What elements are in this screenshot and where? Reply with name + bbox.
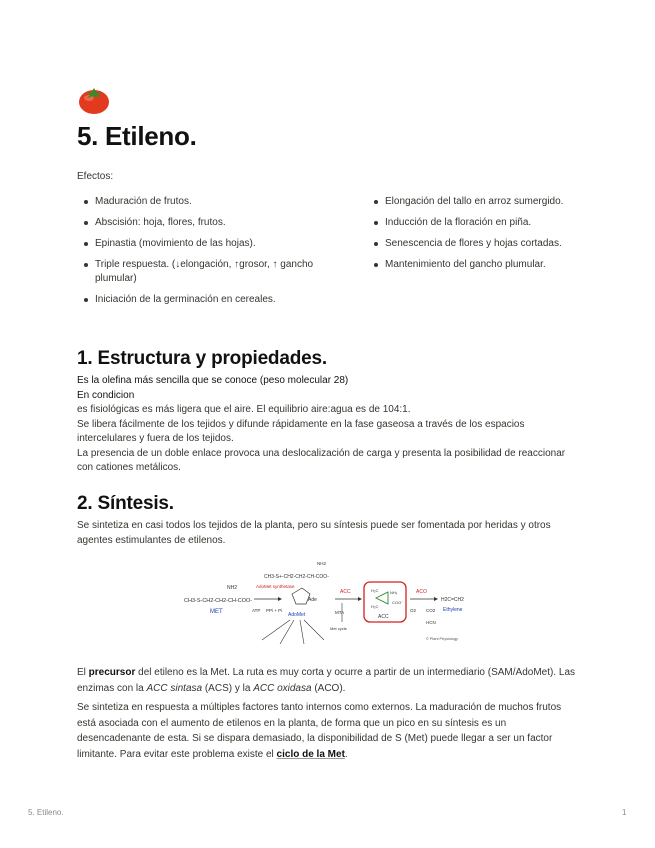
estructura-text [77, 374, 577, 476]
list-item: Abscisión: hoja, flores, frutos. [78, 216, 348, 230]
estructura-line: es fisiológicas es más ligera que el aire. El equilibrio aire:agua es de 104:1. [77, 404, 411, 415]
keyword-precursor: precursor [88, 667, 136, 678]
diagram-footnote: © Plant Physiology [426, 637, 458, 641]
ade-label: Ade [308, 597, 317, 603]
paragraph-precursor [77, 665, 582, 696]
list-item: Senescencia de flores y hojas cortadas. [368, 237, 598, 251]
text-segment: (ACS) y la [202, 682, 254, 694]
effects-label: Efectos: [77, 171, 114, 182]
sintesis-intro: Se sintetiza en casi todos los tejidos de la planta, pero su síntesis puede ser fomentada por heridas y otros agentes estimulantes de etilenos. [77, 520, 551, 546]
enzyme-adomet-synthetase: AdoMet synthetase [256, 584, 295, 589]
met-label: MET [210, 609, 223, 615]
nh2-label: NH2 [227, 585, 238, 591]
footer-title: 5. Etileno. [28, 808, 64, 817]
section-heading-estructura: 1. Estructura y propiedades. [77, 348, 327, 369]
page-number: 1 [622, 808, 627, 817]
list-item: Epinastia (movimiento de las hojas). [78, 237, 348, 251]
ethylene-biosynthesis-diagram [180, 556, 475, 652]
effects-list-left [78, 195, 348, 314]
list-item: Inducción de la floración en piña. [368, 216, 598, 230]
estructura-line: Es la olefina más sencilla que se conoce (peso molecular 28) [77, 375, 349, 386]
atp-label: ATP [252, 608, 261, 613]
acc-label: ACC [378, 614, 389, 620]
list-item: Elongación del tallo en arroz sumergido. [368, 195, 598, 209]
section-heading-sintesis: 2. Síntesis. [77, 493, 174, 514]
ppi-label: PPi + Pi [266, 608, 283, 613]
met-formula: CH3-S-CH2-CH2-CH-COO- [184, 598, 253, 604]
list-item: Mantenimiento del gancho plumular. [368, 258, 598, 272]
list-item: Maduración de frutos. [78, 195, 348, 209]
list-item: Iniciación de la germinación en cereales. [78, 293, 348, 307]
svg-text:H₂C: H₂C [371, 588, 379, 593]
nh2-label-2: NH2 [317, 561, 327, 566]
estructura-line: Se libera fácilmente de los tejidos y difunde rápidamente en la fase gaseosa a través de los espacios intercelulares y fuera de los tejidos. [77, 418, 525, 444]
estructura-line: La presencia de un doble enlace provoca una deslocalización de carga y presenta la posibilidad de reaccionar con cationes metálicos. [77, 447, 566, 473]
o2-label: O2 [410, 608, 417, 613]
co2-label: CO2 [426, 608, 436, 613]
effects-list-right [368, 195, 598, 279]
page-title: 5. Etileno. [77, 121, 197, 151]
ethylene-label: Ethylene [443, 607, 463, 613]
hcn-label: HCN [426, 620, 436, 625]
acs-label: ACC [340, 589, 351, 595]
keyword-acc-sintasa: ACC sintasa [146, 682, 203, 694]
adomet-label: AdoMet [288, 612, 306, 618]
ethylene-formula: H2C=CH2 [441, 597, 464, 603]
adomet-formula: CH3-S+-CH2-CH2-CH-COO- [264, 574, 329, 580]
paragraph-factores [77, 700, 582, 762]
text-segment: del etileno es la Met. La ruta es muy corta y ocurre a partir de un intermediario (SAM/AdoMet). Las enzimas con la [77, 667, 576, 694]
list-item: Triple respuesta. (↓elongación, ↑grosor, ↑ gancho plumular) [78, 258, 348, 286]
svg-text:COO⁻: COO⁻ [392, 600, 404, 605]
svg-text:H₂C: H₂C [371, 604, 379, 609]
estructura-line: En condicion [77, 389, 135, 401]
mta-label: MTA [335, 610, 345, 615]
svg-text:NH₃: NH₃ [390, 590, 398, 595]
link-ciclo-met[interactable]: ciclo de la Met [276, 748, 345, 760]
text-segment: Se sintetiza en respuesta a múltiples factores tanto internos como externos. La maduración de muchos frutos está asociada con el aumento de etilenos en la planta, de forma que un pico en su síntesis es un desencadenante de esta. Si se dispara demasiado, la disponibilidad de S (Met) puede llegar a ser un factor limitante. Para evitar este problema existe el [77, 702, 562, 760]
tomato-icon [77, 83, 111, 115]
text-segment: . [344, 748, 348, 760]
met-cycle-label: Met cycle [330, 626, 347, 631]
text-segment: (ACO). [311, 682, 346, 694]
keyword-acc-oxidasa: ACC oxidasa [253, 682, 312, 694]
text-segment: El [77, 667, 89, 678]
aco-label: ACO [416, 589, 427, 595]
